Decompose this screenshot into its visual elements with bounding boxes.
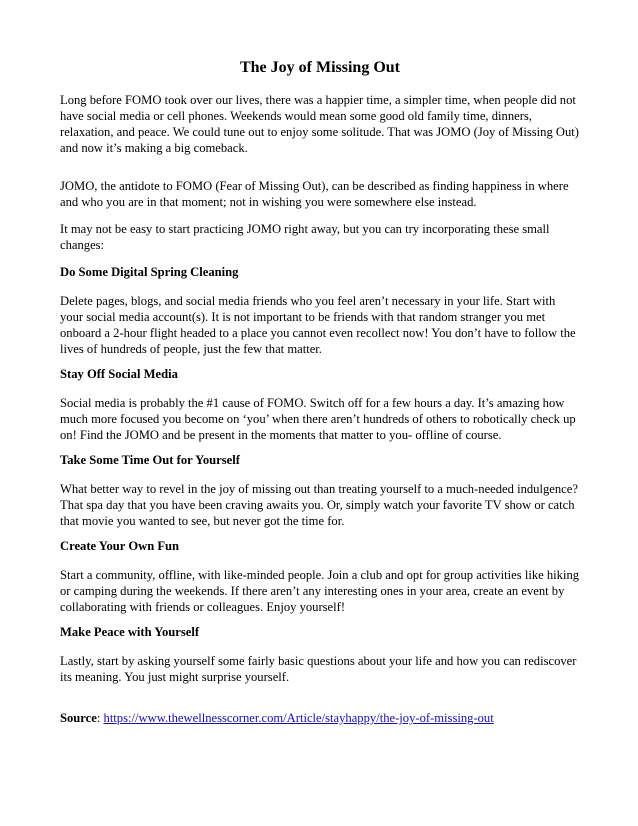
source-separator: : <box>96 711 104 725</box>
section-heading-time-out: Take Some Time Out for Yourself <box>60 453 240 467</box>
section-body-digital-cleaning: Delete pages, blogs, and social media friends who you feel aren’t necessary in your life. Start with your social media account(s). It is not important to be friends with that random stranger you met onboard a 2-hour flight headed to a place you cannot even recollect now! You don’t have to follow the lives of hundreds of people, just the few that matter. <box>60 294 576 356</box>
intro-paragraph-3: It may not be easy to start practicing JOMO right away, but you can try incorporating these small changes: <box>60 222 550 252</box>
section-body-own-fun: Start a community, offline, with like-minded people. Join a club and opt for group activities like hiking or camping during the weekends. If there aren’t any interesting ones in your area, create an event by collaborating with friends or colleagues. Enjoy yourself! <box>60 568 580 614</box>
source-label: Source <box>60 711 97 725</box>
intro-paragraph-2: JOMO, the antidote to FOMO (Fear of Missing Out), can be described as finding happiness in where and who you are in that moment; not in wishing you were somewhere else instead. <box>60 179 569 209</box>
section-body-social-media: Social media is probably the #1 cause of FOMO. Switch off for a few hours a day. It’s amazing how much more focused you become on ‘you’ when there aren’t hundreds of others to robotically check up on! Find the JOMO and be present in the moments that matter to you- offline of course. <box>60 396 576 442</box>
section-heading-digital-cleaning: Do Some Digital Spring Cleaning <box>60 265 239 279</box>
section-heading-own-fun: Create Your Own Fun <box>60 539 180 553</box>
source-link[interactable]: https://www.thewellnesscorner.com/Article/stayhappy/the-joy-of-missing-out <box>103 711 494 725</box>
source-line <box>60 710 580 726</box>
intro-paragraph-1: Long before FOMO took over our lives, there was a happier time, a simpler time, when people did not have social media or cell phones. Weekends would mean some good old family time, dinners, relaxation, and peace. We could tune out to enjoy some solitude. That was JOMO (Joy of Missing Out) and now it’s making a big comeback. <box>60 93 579 155</box>
section-heading-social-media: Stay Off Social Media <box>60 367 178 381</box>
section-body-time-out: What better way to revel in the joy of missing out than treating yourself to a much-needed indulgence? That spa day that you have been craving awaits you. Or, simply watch your favorite TV show or catch that movie you wanted to see, but never got the time for. <box>60 482 578 528</box>
document-title: The Joy of Missing Out <box>239 59 400 76</box>
section-body-peace: Lastly, start by asking yourself some fairly basic questions about your life and how you can rediscover its meaning. You just might surprise yourself. <box>60 654 577 684</box>
section-heading-peace: Make Peace with Yourself <box>60 625 200 639</box>
